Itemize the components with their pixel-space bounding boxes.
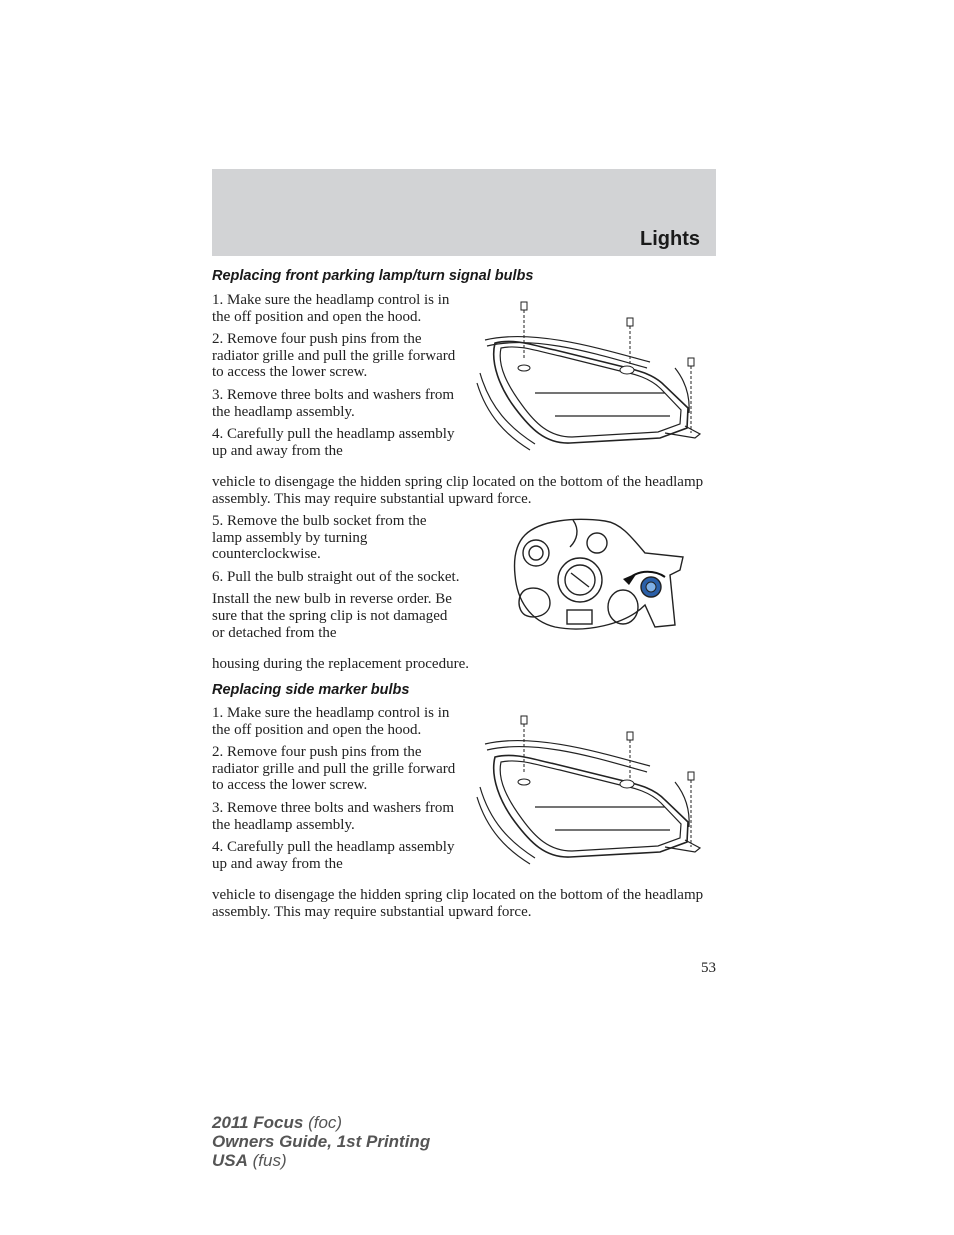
footer-model-code: (foc) — [308, 1113, 343, 1132]
step-6: 6. Pull the bulb straight out of the socket. — [212, 568, 460, 585]
marker-step-1: 1. Make sure the headlamp control is in the off position and open the hood. — [212, 705, 450, 738]
install-note: Install the new bulb in reverse order. Be sure that the spring clip is not damaged or detached from the — [212, 591, 452, 641]
footer-line-2 — [212, 1132, 430, 1151]
side-marker-removal-illustration — [475, 712, 710, 872]
step-4: 4. Carefully pull the headlamp assembly up and away from the — [212, 426, 455, 459]
subheading-parking-lamp: Replacing front parking lamp/turn signal bulbs — [212, 268, 534, 284]
document-footer — [212, 1113, 430, 1170]
footer-line-3 — [212, 1151, 430, 1170]
marker-step-4-text: vehicle to disengage the hidden spring clip located on the bottom of the headlamp assembly. This may require substantial upward force. — [212, 887, 704, 920]
headlamp-removal-illustration — [475, 298, 710, 458]
marker-step-4: 4. Carefully pull the headlamp assembly up and away from the — [212, 839, 455, 872]
steps-block-1 — [212, 292, 460, 459]
steps-block-3 — [212, 705, 460, 872]
footer-guide: Owners Guide, 1st Printing — [212, 1132, 431, 1151]
marker-step-4-continued — [212, 887, 710, 926]
step-5: 5. Remove the bulb socket from the lamp assembly by turning counterclockwise. — [212, 513, 427, 563]
step-1: 1. Make sure the headlamp control is in the off position and open the hood. — [212, 292, 450, 325]
section-header-band — [212, 169, 716, 256]
page-number: 53 — [701, 960, 716, 976]
bulb-socket-illustration — [505, 515, 690, 635]
step-4-continued — [212, 474, 710, 513]
step-3: 3. Remove three bolts and washers from the headlamp assembly. — [212, 386, 455, 420]
footer-model: 2011 Focus — [212, 1113, 304, 1132]
step-2: 2. Remove four push pins from the radiator grille and pull the grille forward to access the lower screw. — [212, 331, 456, 381]
footer-region: USA — [212, 1151, 248, 1170]
marker-step-2: 2. Remove four push pins from the radiator grille and pull the grille forward to access the lower screw. — [212, 744, 456, 794]
install-note-text: housing during the replacement procedure. — [212, 656, 469, 672]
section-title: Lights — [640, 228, 700, 250]
footer-line-1 — [212, 1113, 430, 1132]
step-4-text: vehicle to disengage the hidden spring clip located on the bottom of the headlamp assembly. This may require substantial upward force. — [212, 474, 704, 507]
steps-block-2 — [212, 513, 460, 641]
subheading-side-marker: Replacing side marker bulbs — [212, 682, 410, 698]
footer-region-code: (fus) — [252, 1151, 287, 1170]
install-note-continued — [212, 656, 710, 679]
marker-step-3: 3. Remove three bolts and washers from the headlamp assembly. — [212, 799, 455, 833]
